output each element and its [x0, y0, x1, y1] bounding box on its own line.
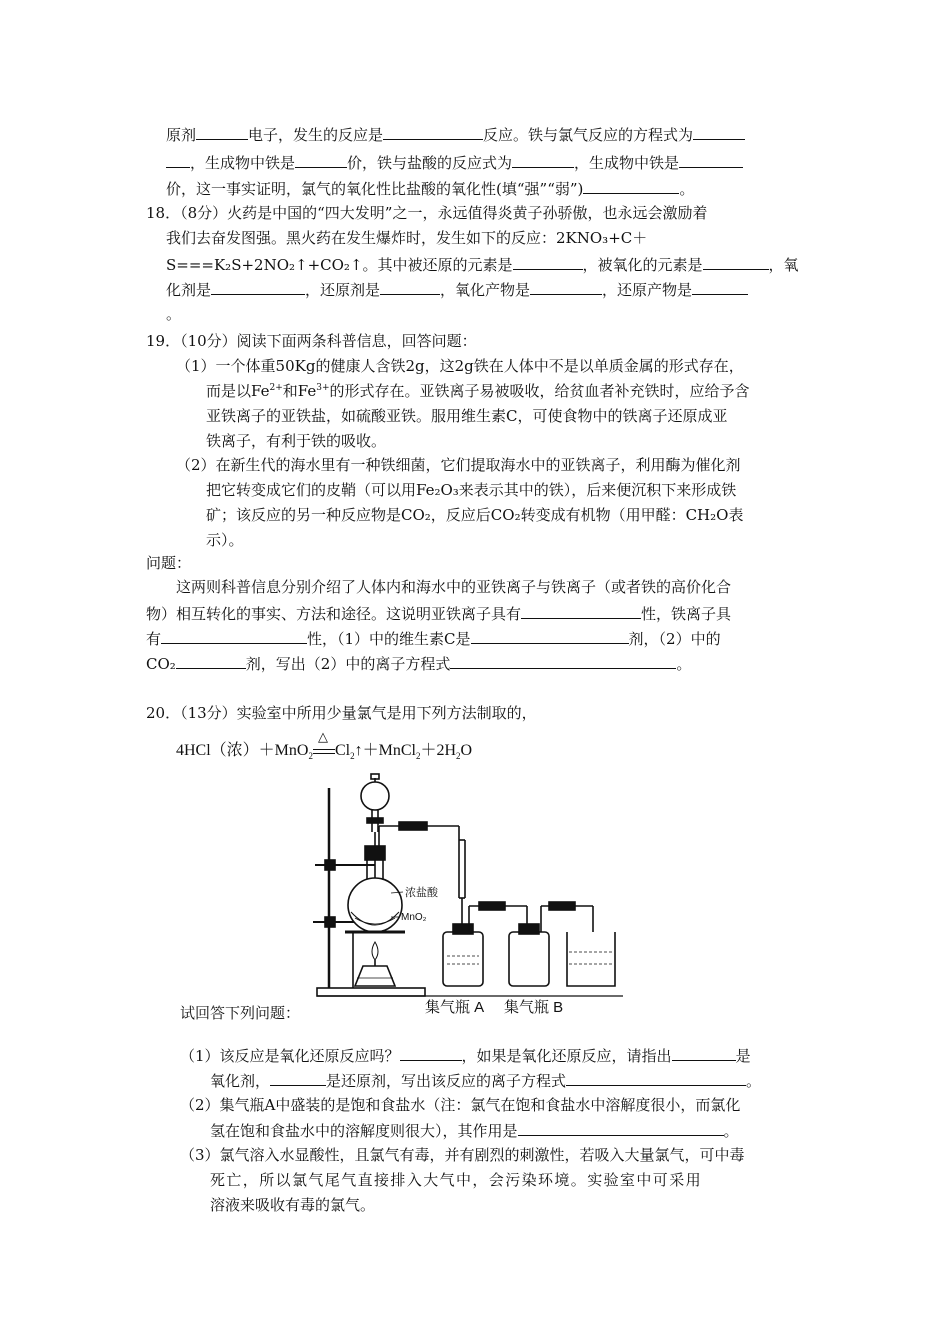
- q20-s2-line-2: 氢在饱和食盐水中的溶解度则很大），其作用是 。: [210, 1122, 739, 1140]
- rubber-connector-3: [549, 902, 575, 910]
- label-mno2: MnO₂: [401, 912, 427, 923]
- q18-line-3: S===K₂S+2NO₂↑+CO₂↑。其中被还原的元素是 ，被氧化的元素是 ，氧: [166, 256, 799, 274]
- q20-s1-line-2: 氧化剂， 是还原剂，写出该反应的离子方程式 。: [210, 1072, 762, 1090]
- blank[interactable]: [703, 254, 769, 270]
- blank[interactable]: [176, 653, 246, 669]
- q17-line-2: ，生成物中铁是 价，铁与盐酸的反应式为 ，生成物中铁是: [166, 152, 743, 173]
- blank[interactable]: [530, 279, 602, 295]
- blank[interactable]: [518, 1120, 724, 1136]
- q19-q-line-3: 有 性，（1）中的维生素C是 剂，（2）中的: [146, 630, 721, 648]
- q18-line-5: 。: [166, 305, 182, 323]
- blank[interactable]: [471, 628, 629, 644]
- blank[interactable]: [383, 124, 483, 140]
- q18-line-2: 我们去奋发图强。黑火药在发生爆炸时，发生如下的反应：2KNO₃+C＋: [166, 229, 648, 247]
- blank[interactable]: [521, 603, 641, 619]
- beaker: [567, 932, 615, 986]
- stopper: [365, 846, 385, 860]
- q17-line-1: 原剂 电子，发生的反应是 反应。铁与氯气反应的方程式为: [166, 124, 745, 145]
- q19-p2-line-4: 示）。: [206, 531, 244, 549]
- gas-bottle-a: [443, 932, 483, 986]
- blank[interactable]: [211, 279, 305, 295]
- q20-try-label: 试回答下列问题：: [180, 1004, 301, 1022]
- q20-s3-line-2: 死亡，所以氯气尾气直接排入大气中，会污染环境。实验室中可采用: [210, 1171, 703, 1189]
- heat-arrow: △: [313, 741, 335, 761]
- label-bottle-b: 集气瓶 B: [504, 999, 564, 1016]
- blank[interactable]: [693, 124, 745, 140]
- stand-base: [317, 988, 425, 996]
- funnel-bulb: [361, 782, 389, 810]
- q20-s1-line-1: （1）该反应是氧化还原反应吗？ ，如果是氧化还原反应，请指出 是: [180, 1047, 751, 1065]
- q18-line-4: 化剂是 ，还原剂是 ，氧化产物是 ，还原产物是: [166, 279, 748, 300]
- chlorine-apparatus-diagram: [305, 760, 625, 1005]
- rubber-connector-2: [479, 902, 505, 910]
- q19-p1-line-4: 铁离子，有利于铁的吸收。: [206, 432, 387, 450]
- blank[interactable]: [161, 628, 307, 644]
- reaction-equation: 4HCl（浓）＋MnO$_2$ △ $Cl_2↑+MnCl_2+2H_2O$: [176, 729, 473, 762]
- blank[interactable]: [166, 152, 190, 168]
- q20-s2-line-1: （2）集气瓶A中盛装的是饱和食盐水（注：氯气在饱和食盐水中溶解度很小，而氯化: [180, 1096, 741, 1114]
- q19-p2-line-3: 矿；该反应的另一种反应物是CO₂，反应后CO₂转变成有机物（用甲醛：CH₂O表: [206, 506, 744, 524]
- q19-p2-line-2: 把它转变成它们的皮鞘（可以用Fe₂O₃来表示其中的铁），后来便沉积下来形成铁: [206, 481, 737, 499]
- label-conc-hcl: 浓盐酸: [405, 887, 438, 899]
- q19-p1-line-2: 而是以$Fe^{2+}$和$Fe^{3+}$的形式存在。亚铁离子易被吸收，给贫血者补充铁时，应给予含: [206, 382, 750, 400]
- q19-q-line-2: 物）相互转化的事实、方法和途径。这说明亚铁离子具有 性，铁离子具: [146, 605, 732, 623]
- blank[interactable]: [679, 152, 743, 168]
- blank[interactable]: [270, 1070, 326, 1086]
- q17-line-3: 价，这一事实证明，氯气的氧化性比盐酸的氧化性(填“强”“弱”) 。: [166, 180, 695, 198]
- label-bottle-a: 集气瓶 A: [425, 999, 485, 1016]
- q20-s3-line-1: （3）氯气溶入水显酸性，且氯气有毒，并有剧烈的刺激性，若吸入大量氯气，可中毒: [180, 1146, 745, 1164]
- blank[interactable]: [295, 152, 347, 168]
- q19-line-1: 19．（10分）阅读下面两条科普信息，回答问题：: [146, 332, 477, 350]
- q19-p1-line-3: 亚铁离子的亚铁盐，如硫酸亚铁。服用维生素C，可使食物中的铁离子还原成亚: [206, 407, 728, 425]
- alcohol-lamp: [355, 966, 395, 986]
- blank[interactable]: [692, 279, 748, 295]
- blank[interactable]: [512, 152, 574, 168]
- blank[interactable]: [196, 124, 248, 140]
- blank[interactable]: [583, 178, 679, 194]
- rubber-connector-1: [399, 822, 427, 830]
- q19-q-line-1: 这两则科普信息分别介绍了人体内和海水中的亚铁离子与铁离子（或者铁的高价化合: [176, 578, 732, 596]
- blank[interactable]: [380, 279, 440, 295]
- blank[interactable]: [566, 1070, 746, 1086]
- blank[interactable]: [513, 254, 583, 270]
- q19-p1-line-1: （1）一个体重50Kg的健康人含铁2g，这2g铁在人体中不是以单质金属的形式存在，: [176, 357, 744, 375]
- gas-bottle-b: [509, 932, 549, 986]
- q19-p2-line-1: （2）在新生代的海水里有一种铁细菌，它们提取海水中的亚铁离子，利用酶为催化剂: [176, 456, 741, 474]
- q20-s3-line-3: 溶液来吸收有毒的氯气。: [210, 1196, 376, 1214]
- blank[interactable]: [672, 1045, 736, 1061]
- q18-line-1: 18．（8分）火药是中国的“四大发明”之一，永远值得炎黄子孙骄傲，也永远会激励着: [146, 204, 708, 222]
- blank[interactable]: [400, 1045, 462, 1061]
- q19-q-line-4: CO₂ 剂，写出（2）中的离子方程式 。: [146, 655, 692, 673]
- flame: [372, 942, 378, 960]
- q20-line-1: 20．（13分）实验室中所用少量氯气是用下列方法制取的，: [146, 704, 537, 722]
- q19-question-label: 问题：: [146, 554, 192, 572]
- blank[interactable]: [450, 653, 676, 669]
